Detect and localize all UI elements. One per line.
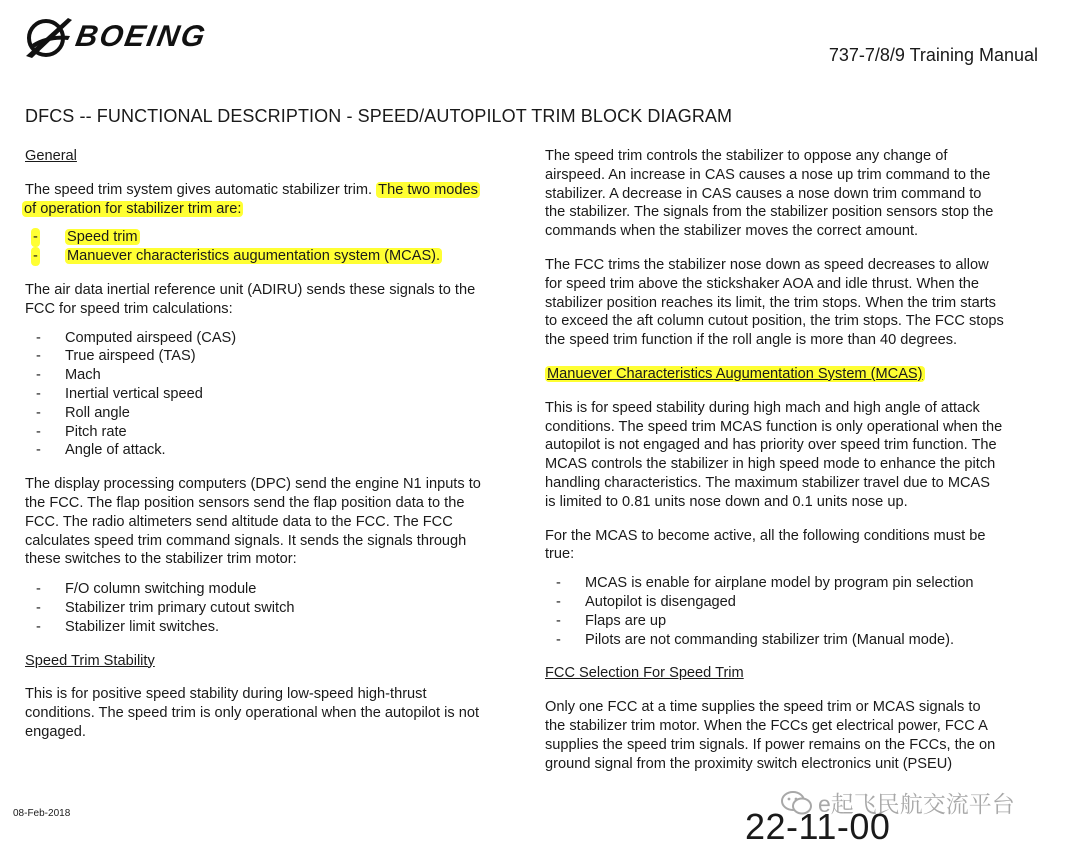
list-item: - Pilots are not commanding stabilizer trim (Manual mode).	[556, 631, 955, 648]
intro-highlight-1: The two modes	[378, 181, 478, 198]
dpc-text: FCC. The radio altimeters send altitude data to the FCC. The FCC	[25, 513, 453, 530]
fcc-selection-text: ground signal from the proximity switch electronics unit (PSEU)	[545, 755, 953, 772]
conditions-text: true:	[545, 546, 575, 563]
speed-trim-text: airspeed. An increase in CAS causes a nose up trim command to the	[545, 166, 991, 183]
right-column	[545, 147, 1050, 773]
signal-item: Computed airspeed (CAS)	[65, 329, 237, 346]
mcas-heading: Manuever Characteristics Augumentation System (MCAS)	[547, 365, 923, 382]
fcc-trim-text: for speed trim above the stickshaker AOA and idle thrust. When the	[545, 275, 979, 292]
fcc-selection-text: supplies the speed trim signals. If power remains on the FCCs, the on	[545, 736, 996, 753]
speed-trim-text: the stabilizer. The signals from the stabilizer position sensors stop the	[545, 204, 994, 221]
list-item: - Roll angle	[36, 404, 130, 421]
list-item: - Manuever characteristics augumentation system (MCAS).	[33, 248, 441, 265]
fcc-trim-text: stabilizer position reaches its limit, the trim stops. When the trim starts	[545, 294, 996, 311]
dpc-text: The display processing computers (DPC) send the engine N1 inputs to	[25, 476, 481, 493]
signal-item: Angle of attack.	[65, 442, 166, 459]
page-title: DFCS -- FUNCTIONAL DESCRIPTION - SPEED/AUTOPILOT TRIM BLOCK DIAGRAM	[25, 106, 733, 126]
list-item: - Flaps are up	[556, 612, 667, 629]
mcas-text: autopilot is not engaged and has priority over speed trim function. The	[545, 437, 997, 454]
list-item: - Autopilot is disengaged	[556, 593, 736, 610]
speed-trim-text: commands when the stabilizer moves the correct amount.	[545, 223, 919, 240]
switch-item: Stabilizer trim primary cutout switch	[65, 599, 295, 616]
mcas-text: conditions. The speed trim MCAS function is only operational when the	[545, 418, 1003, 435]
mcas-text: is limited to 0.81 units nose down and 0.1 units nose up.	[545, 493, 908, 510]
dpc-text: the FCC. The flap position sensors send the flap position data to the	[25, 494, 465, 511]
watermark-text: e起飞民航交流平台	[818, 791, 1015, 817]
stability-text: This is for positive speed stability during low-speed high-thrust	[25, 686, 427, 703]
fcc-trim-text: the speed trim function if the roll angle is more than 40 degrees.	[545, 332, 958, 349]
condition-item: Autopilot is disengaged	[585, 593, 736, 610]
boeing-logo-icon	[24, 12, 72, 64]
list-item: - Mach	[36, 367, 101, 384]
fcc-selection-text: Only one FCC at a time supplies the speed trim or MCAS signals to	[545, 699, 981, 716]
general-heading: General	[25, 148, 77, 164]
switch-item: Stabilizer limit switches.	[65, 618, 220, 635]
boeing-wordmark: BOEING	[73, 20, 210, 53]
list-item: - Speed trim	[33, 229, 138, 246]
list-item: - True airspeed (TAS)	[36, 348, 196, 365]
adiru-text-1: The air data inertial reference unit (ADIRU) sends these signals to the	[25, 281, 476, 298]
list-item: - Pitch rate	[36, 423, 127, 440]
signal-item: True airspeed (TAS)	[65, 348, 196, 365]
dpc-text: these switches to the stabilizer trim motor:	[25, 551, 297, 568]
manual-title: 737-7/8/9 Training Manual	[828, 45, 1038, 65]
speed-trim-text: stabilizer. A decrease in CAS causes a nose down trim command to	[545, 185, 982, 202]
condition-item: MCAS is enable for airplane model by program pin selection	[585, 575, 974, 592]
condition-item: Flaps are up	[585, 612, 667, 629]
stability-heading: Speed Trim Stability	[25, 652, 155, 669]
dpc-text: calculates speed trim command signals. It sends the signals through	[25, 532, 467, 549]
speed-trim-text: The speed trim controls the stabilizer to oppose any change of	[545, 148, 948, 164]
stability-text: conditions. The speed trim is only operational when the autopilot is not	[25, 705, 480, 722]
intro-highlight-2: of operation for stabilizer trim are:	[24, 200, 242, 217]
left-column	[25, 147, 525, 742]
signal-item: Mach	[65, 367, 101, 384]
boeing-logo	[24, 12, 254, 64]
list-item: - Computed airspeed (CAS)	[36, 329, 237, 346]
fcc-trim-text: to exceed the aft column cutout position, the trim stops. The FCC stops	[545, 313, 1004, 330]
list-item: - F/O column switching module	[36, 581, 257, 598]
list-item: - Stabilizer limit switches.	[36, 618, 220, 635]
stability-text: engaged.	[25, 723, 86, 740]
fcc-trim-text: The FCC trims the stabilizer nose down as speed decreases to allow	[545, 256, 989, 273]
signal-item: Inertial vertical speed	[65, 385, 203, 402]
intro-paragraph	[25, 181, 525, 200]
adiru-text-2: FCC for speed trim calculations:	[25, 300, 233, 317]
mode-item: Manuever characteristics augumentation system (MCAS).	[67, 248, 441, 265]
mcas-text: This is for speed stability during high mach and high angle of attack	[545, 399, 980, 416]
intro-paragraph-2	[22, 200, 525, 219]
list-item: - Inertial vertical speed	[36, 385, 203, 402]
conditions-text: For the MCAS to become active, all the following conditions must be	[545, 527, 986, 544]
signal-item: Roll angle	[65, 404, 130, 421]
mode-item: Speed trim	[67, 229, 138, 246]
list-item: - MCAS is enable for airplane model by program pin selection	[556, 575, 974, 592]
mcas-heading-row	[545, 365, 1050, 384]
signal-item: Pitch rate	[65, 423, 127, 440]
page-number: 22-11-00	[745, 806, 891, 847]
mcas-text: MCAS controls the stabilizer in high speed mode to enhance the pitch	[545, 456, 996, 473]
list-item: - Stabilizer trim primary cutout switch	[36, 599, 295, 616]
switch-item: F/O column switching module	[65, 581, 257, 598]
fcc-selection-heading: FCC Selection For Speed Trim	[545, 665, 744, 682]
footer-date: 08-Feb-2018	[13, 808, 71, 819]
list-item: - Angle of attack.	[36, 442, 166, 459]
condition-item: Pilots are not commanding stabilizer trim (Manual mode).	[585, 631, 955, 648]
mcas-text: handling characteristics. The maximum stabilizer travel due to MCAS	[545, 474, 991, 491]
intro-text: The speed trim system gives automatic stabilizer trim.	[25, 181, 377, 198]
fcc-selection-text: the stabilizer trim motor. When the FCCs get electrical power, FCC A	[545, 717, 988, 734]
